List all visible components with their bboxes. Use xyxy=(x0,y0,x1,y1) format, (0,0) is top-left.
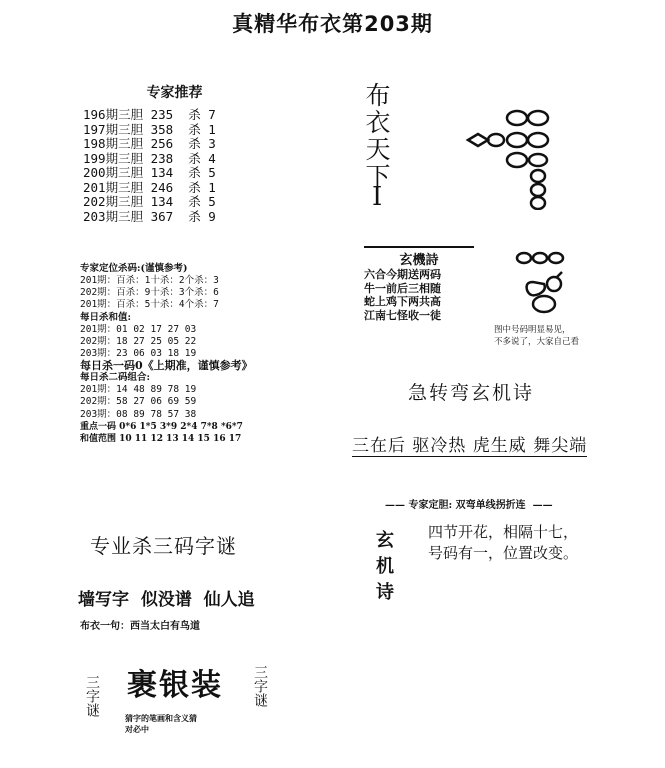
expert-kill-word: 杀 xyxy=(188,150,201,166)
xuanji-poem-line: 六合今期送两码 xyxy=(364,268,441,281)
number-drawing-1-icon xyxy=(462,100,572,210)
expert-row xyxy=(72,123,277,138)
expert-nums: 256 xyxy=(150,136,174,151)
position-kill-list xyxy=(72,275,277,312)
xuanji-poem-lines xyxy=(364,268,474,322)
xuanji-poem-box xyxy=(364,246,474,322)
expert-kill-word: 杀 xyxy=(188,136,201,151)
expert-kill-num: 9 xyxy=(208,208,216,224)
sum-kill-list xyxy=(72,324,277,361)
expert-kill-num: 7 xyxy=(208,107,216,122)
expert-kill-num: 5 xyxy=(208,194,216,209)
urgent-title: 急转弯玄机诗 xyxy=(408,382,535,404)
expert-issue: 203期三胆 xyxy=(83,208,144,224)
expert-nums: 134 xyxy=(150,194,174,209)
expert-kill-word: 杀 xyxy=(188,179,201,195)
position-kill-panel xyxy=(72,255,277,480)
expert-kill-num: 1 xyxy=(208,179,216,195)
expert-nums: 238 xyxy=(150,150,174,166)
expert-row xyxy=(72,152,277,167)
xuanji-poem-title: 玄機詩 xyxy=(399,253,439,268)
expert-recommend-title: 专家推荐 xyxy=(146,85,203,101)
kill-two-row: 202期：58 27 06 69 59 xyxy=(80,396,197,408)
expert-issue: 200期三胆 xyxy=(83,165,144,180)
kill-two-title: 每日杀二码组合: xyxy=(80,372,151,384)
kill-one-line: 每日杀一码0《上期准，谨慎参考》 xyxy=(80,359,253,373)
expert-kill-num: 5 xyxy=(208,165,216,180)
kill-two-row: 203期：08 89 78 57 38 xyxy=(80,408,197,420)
expert-issue: 197期三胆 xyxy=(83,121,144,137)
riddle-clue: 墙写字 似没谱 仙人追 xyxy=(78,590,255,610)
number-hint: 图中号码明显易见， 不多说了，大家自己看 xyxy=(494,325,580,347)
roman-numeral: I xyxy=(372,182,383,212)
poem-two-line: 四节开花，相隔十七， xyxy=(428,523,579,541)
kill-two-row: 201期：14 48 89 78 19 xyxy=(80,384,197,396)
mystic-phrase: 三在后 驱冷热 虎生威 舞尖端 xyxy=(352,431,587,457)
buyi-tianxia-vertical: 布衣天下 xyxy=(362,82,391,190)
xuanji-vertical: 玄机诗 xyxy=(373,530,394,608)
xuanji-poem-line: 牛一前后三相随 xyxy=(364,281,441,295)
riddle-left-vertical: 三字谜 xyxy=(84,675,100,717)
expert-issue: 201期三胆 xyxy=(83,179,144,195)
expert-row xyxy=(72,195,277,210)
expert-nums: 134 xyxy=(150,165,174,180)
riddle-note: 猜字的笔画和含义猜 对必中 xyxy=(125,713,197,734)
focus-line: 重点一码 0*6 1*5 3*9 2*4 7*8 *6*7 xyxy=(80,421,243,432)
position-kill-title: 专家定位杀码:(谨慎参考) xyxy=(80,263,188,274)
expert-row xyxy=(72,210,277,225)
sum-kill-row: 202期：18 27 25 05 22 xyxy=(80,335,197,347)
riddle-right-vertical: 三字谜 xyxy=(252,665,268,707)
expert-kill-word: 杀 xyxy=(188,121,201,137)
position-kill-row: 201期：百杀：1十杀：2个杀：3 xyxy=(80,275,219,286)
sum-range-line: 和值范围 10 11 12 13 14 15 16 17 xyxy=(80,433,242,444)
expert-issue: 196期三胆 xyxy=(83,107,144,122)
expert-dan-line: —— 专家定胆: 双弯单线拐折连 —— xyxy=(384,500,553,511)
expert-recommend-list xyxy=(72,108,277,224)
expert-kill-num: 1 xyxy=(208,121,216,137)
kill-two-list xyxy=(72,384,277,421)
sum-kill-title: 每日杀和值: xyxy=(80,311,132,323)
position-kill-row: 202期：百杀：9十杀：3个杀：6 xyxy=(80,287,219,299)
xuanji-poem-line: 蛇上鸡下两共高 xyxy=(364,295,441,308)
expert-kill-word: 杀 xyxy=(188,208,201,224)
expert-issue: 202期三胆 xyxy=(83,194,144,209)
xuanji-poem-line: 江南七怪收一徒 xyxy=(364,308,441,322)
expert-recommend-panel xyxy=(72,66,277,244)
expert-row xyxy=(72,166,277,181)
expert-row xyxy=(72,181,277,196)
expert-kill-num: 4 xyxy=(208,150,216,166)
buyi-line: 布衣一句：西当太白有鸟道 xyxy=(80,621,200,632)
sum-kill-row: 201期：01 02 17 27 03 xyxy=(80,323,197,335)
expert-nums: 235 xyxy=(150,107,174,122)
expert-row xyxy=(72,108,277,123)
sum-kill-row: 203期：23 06 03 18 19 xyxy=(80,348,197,360)
expert-kill-num: 3 xyxy=(208,136,216,151)
riddle-big-word: 裹银装 xyxy=(127,668,223,703)
expert-nums: 246 xyxy=(150,179,174,195)
number-drawing-2-icon xyxy=(508,248,578,318)
riddle-title: 专业杀三码字谜 xyxy=(90,534,237,558)
poem-two-line: 号码有一，位置改变。 xyxy=(428,544,579,562)
expert-nums: 358 xyxy=(150,121,174,137)
expert-row xyxy=(72,137,277,152)
page-title: 真精华布衣第203期 xyxy=(232,12,433,36)
expert-issue: 198期三胆 xyxy=(83,136,144,151)
position-kill-row: 201期：百杀：5十杀：4个杀：7 xyxy=(80,299,219,311)
expert-nums: 367 xyxy=(150,208,174,224)
expert-kill-word: 杀 xyxy=(188,107,201,122)
expert-kill-word: 杀 xyxy=(188,194,201,209)
expert-issue: 199期三胆 xyxy=(83,150,144,166)
poem-two xyxy=(428,522,578,564)
expert-kill-word: 杀 xyxy=(188,165,201,180)
